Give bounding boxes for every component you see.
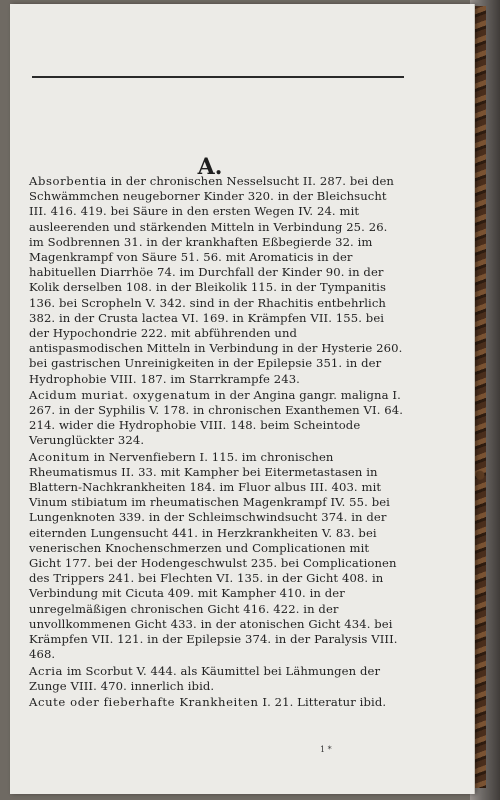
index-entry bbox=[29, 695, 404, 710]
entry-term: Absorbentia bbox=[29, 174, 107, 188]
section-letter: A. bbox=[197, 154, 223, 180]
entry-text: in der chronischen Nesselsucht II. 287. bei den Schwämmchen neugeborner Kinder 320. in der Bleichsucht III. 416. 419. bei Säure in den ersten Wegen IV. 24. mit ausleerenden und stärkenden Mitteln in Verbindung 25. 26. im Sodbrennen 31. in der krankhaften Eßbegierde 32. im Magenkrampf von Säure 51. 56. mit Aromaticis in der habituellen Diarrhöe 74. im Durchfall der Kinder 90. in der Kolik derselben 108. in der Bleikolik 115. in der Tympanitis 136. bei Scropheln V. 342. sind in der Rhachitis entbehrlich 382. in der Crusta lactea VI. 169. in Krämpfen VII. 155. bei der Hypochondrie 222. mit abführenden und antispasmodischen Mitteln in Verbindung in der Hysterie 260. bei gastrischen Unreinigkeiten in der Epilepsie 351. in der Hydrophobie VIII. 187. im Starrkrampfe 243. bbox=[29, 174, 403, 386]
entry-text: I. 21. Litteratur ibid. bbox=[258, 694, 387, 709]
entry-text: in Nervenfiebern I. 115. im chronischen Rheumatismus II. 33. mit Kampher bei Eitermetastasen in Blattern-Nachkrankheiten 184. im Fluor albus III. 403. mit Vinum stibiatum im rheumatischen Magenkrampf IV. 55. bei Lungenknoten 339. in der Schleimschwindsucht 374. in der eiternden Lungensucht 441. in Herzkrankheiten V. 83. bei venerischen Knochenschmerzen und Complicationen mit Gicht 177. bei der Hodengeschwulst 235. bei Complicationen des Trippers 241. bei Flechten VI. 135. in der Gicht 408. in Verbindung mit Cicuta 409. mit Kampher 410. in der unregelmäßigen chronischen Gicht 416. 422. in der unvollkommenen Gicht 433. in der atonischen Gicht 434. bei Krämpfen VII. 121. in der Epilepsie 374. in der Paralysis VIII. 468. bbox=[29, 449, 398, 662]
index-entry bbox=[29, 174, 404, 387]
entry-term: Acria bbox=[29, 663, 64, 678]
index-entry bbox=[29, 664, 404, 694]
folio-mark: 1 * bbox=[320, 745, 332, 754]
entry-term: Aconitum bbox=[29, 449, 90, 464]
entry-text: in der Angina gangr. maligna I. 267. in der Syphilis V. 178. in chronischen Exanthemen VI. 64. 214. wider die Hydrophobie VIII. 148. beim Scheintode Verunglückter 324. bbox=[29, 387, 403, 448]
index-entry bbox=[29, 388, 404, 449]
book-page bbox=[10, 4, 475, 794]
index-text bbox=[29, 174, 404, 711]
entry-term: Acidum muriat. oxygenatum bbox=[29, 387, 211, 402]
index-entry bbox=[29, 450, 404, 663]
entry-text: im Scorbut V. 444. als Käumittel bei Lähmungen der Zunge VIII. 470. innerlich ibid. bbox=[29, 663, 381, 693]
header-rule bbox=[32, 76, 404, 78]
entry-term: Acute oder fieberhafte Krankheiten bbox=[29, 694, 259, 709]
